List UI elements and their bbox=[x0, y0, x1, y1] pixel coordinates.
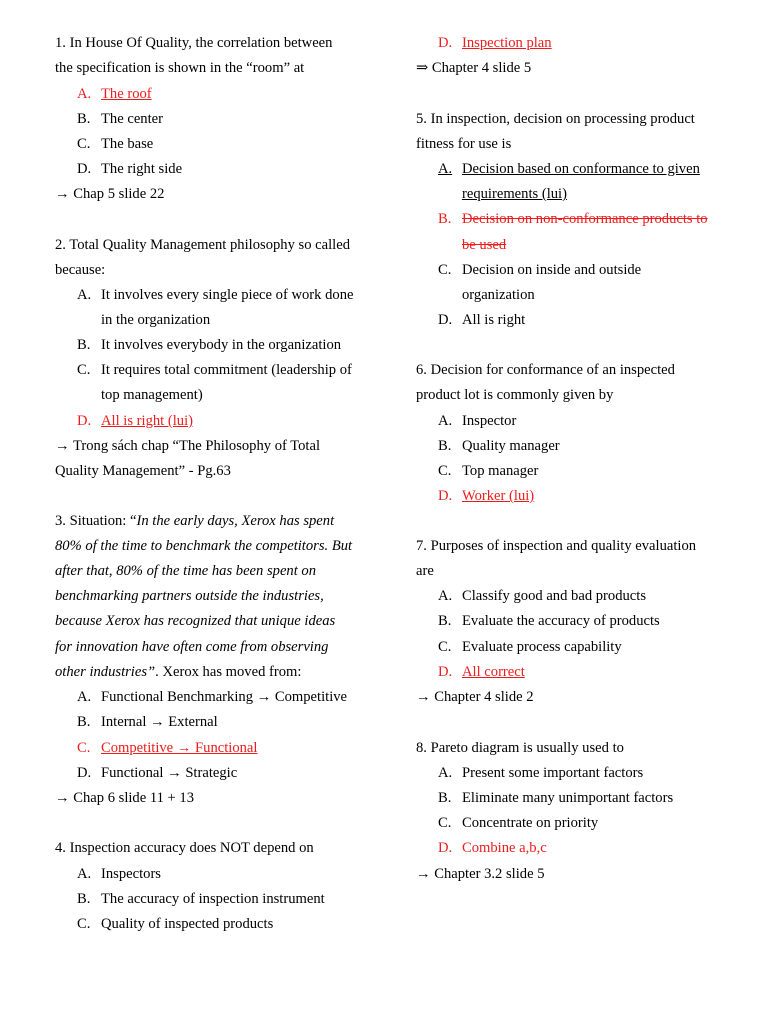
question-3-text: other industries”. Xerox has moved from: bbox=[55, 664, 302, 680]
option-4a: A. Inspectors bbox=[77, 866, 161, 882]
question-3-text: for innovation have often come from observing bbox=[55, 639, 329, 655]
question-8-reference: → Chapter 3.2 slide 5 bbox=[416, 866, 545, 882]
option-2a: A. It involves every single piece of work done bbox=[77, 287, 354, 303]
question-4-text: 4. Inspection accuracy does NOT depend on bbox=[55, 840, 314, 856]
option-5d: D. All is right bbox=[438, 312, 526, 328]
option-5b: B. Decision on non-conformance products to bbox=[438, 211, 708, 227]
question-2-reference: → Trong sách chap “The Philosophy of Total bbox=[55, 438, 321, 454]
option-8c: C. Concentrate on priority bbox=[438, 815, 599, 831]
option-6d: D. Worker (lui) bbox=[438, 488, 535, 504]
question-6-text: 6. Decision for conformance of an inspected bbox=[416, 362, 675, 378]
question-7-text: are bbox=[416, 563, 434, 579]
option-6b: B. Quality manager bbox=[438, 438, 560, 454]
question-3-text: benchmarking partners outside the industries, bbox=[55, 588, 324, 604]
option-4c: C. Quality of inspected products bbox=[77, 916, 274, 932]
option-1b: B. The center bbox=[77, 111, 163, 127]
question-2-reference: Quality Management” - Pg.63 bbox=[55, 463, 231, 479]
option-5c: C. Decision on inside and outside bbox=[438, 262, 642, 278]
option-7a: A. Classify good and bad products bbox=[438, 588, 647, 604]
question-3-text: 3. Situation: “In the early days, Xerox has spent bbox=[55, 513, 335, 529]
question-3-text: 80% of the time to benchmark the competitors. But bbox=[55, 538, 353, 554]
question-1-text: 1. In House Of Quality, the correlation between bbox=[55, 35, 333, 51]
option-7d: D. All correct bbox=[438, 664, 525, 680]
option-8a: A. Present some important factors bbox=[438, 765, 644, 781]
option-2c-continued: top management) bbox=[101, 387, 203, 403]
question-1-reference: → Chap 5 slide 22 bbox=[55, 186, 165, 202]
option-1d: D. The right side bbox=[77, 161, 183, 177]
option-3b: B. Internal → External bbox=[77, 714, 218, 730]
option-2b: B. It involves everybody in the organization bbox=[77, 337, 342, 353]
option-4b: B. The accuracy of inspection instrument bbox=[77, 891, 325, 907]
question-3-text: because Xerox has recognized that unique ideas bbox=[55, 613, 336, 629]
question-7-reference: → Chapter 4 slide 2 bbox=[416, 689, 534, 705]
question-3-reference: → Chap 6 slide 11 + 13 bbox=[55, 790, 195, 806]
option-5a-continued: requirements (lui) bbox=[462, 186, 567, 202]
option-4d: D. Inspection plan bbox=[438, 35, 552, 51]
question-4-reference: ⇒ Chapter 4 slide 5 bbox=[416, 60, 532, 76]
option-2a-continued: in the organization bbox=[101, 312, 211, 328]
option-8b: B. Eliminate many unimportant factors bbox=[438, 790, 674, 806]
option-1a: A. The roof bbox=[77, 86, 152, 102]
question-5-text: 5. In inspection, decision on processing product bbox=[416, 111, 695, 127]
option-5a: A. Decision based on conformance to given bbox=[438, 161, 700, 177]
question-3-text: after that, 80% of the time has been spent on bbox=[55, 563, 317, 579]
option-3c: C. Competitive → Functional bbox=[77, 740, 258, 756]
option-2c: C. It requires total commitment (leadership of bbox=[77, 362, 352, 378]
question-5-text: fitness for use is bbox=[416, 136, 512, 152]
option-5c-continued: organization bbox=[462, 287, 535, 303]
option-2d: D. All is right (lui) bbox=[77, 413, 194, 429]
question-2-text: because: bbox=[55, 262, 106, 278]
question-8-text: 8. Pareto diagram is usually used to bbox=[416, 740, 624, 756]
option-8d: D. Combine a,b,c bbox=[438, 840, 547, 856]
option-6c: C. Top manager bbox=[438, 463, 539, 479]
question-6-text: product lot is commonly given by bbox=[416, 387, 614, 403]
question-2-text: 2. Total Quality Management philosophy so called bbox=[55, 237, 350, 253]
option-6a: A. Inspector bbox=[438, 413, 517, 429]
option-7c: C. Evaluate process capability bbox=[438, 639, 622, 655]
option-3a: A. Functional Benchmarking → Competitive bbox=[77, 689, 348, 705]
question-7-text: 7. Purposes of inspection and quality evaluation bbox=[416, 538, 697, 554]
option-7b: B. Evaluate the accuracy of products bbox=[438, 613, 660, 629]
question-1-text: the specification is shown in the “room” at bbox=[55, 60, 305, 76]
option-3d: D. Functional → Strategic bbox=[77, 765, 238, 781]
option-1c: C. The base bbox=[77, 136, 154, 152]
option-5b-continued: be used bbox=[462, 237, 507, 253]
